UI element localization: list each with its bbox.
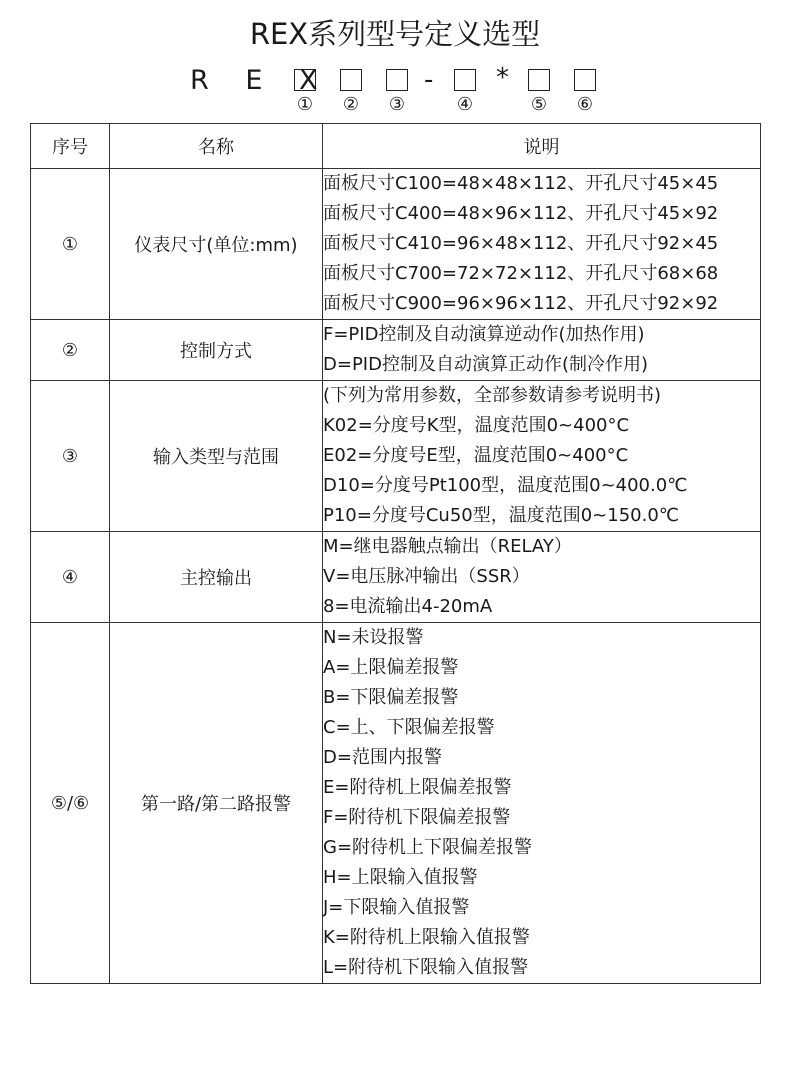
page-title: REX系列型号定义选型 [249,17,541,51]
description-line: 面板尺寸C700=72×72×112、开孔尺寸68×68 [323,263,719,284]
description-line: C=上、下限偏差报警 [323,717,495,738]
row-index: ② [31,320,110,381]
description-line: M=继电器触点输出（RELAY） [323,536,572,557]
row-index: ⑤/⑥ [31,623,110,984]
model-code-diagram [0,60,790,120]
description-line: K=附待机上限输入值报警 [323,927,530,948]
row-description [323,623,761,984]
row-index: ① [31,169,110,320]
description-line: L=附待机下限输入值报警 [323,957,529,978]
header-description: 说明 [323,124,761,169]
row-description [323,320,761,381]
table-header-row [31,124,761,169]
slot-label-4: ④ [456,94,474,115]
row-name: 仪表尺寸(单位:mm) [110,169,323,320]
row-description [323,532,761,623]
slot-box-4 [454,69,476,91]
table-row [31,532,761,623]
table-row [31,320,761,381]
slot-label-5: ⑤ [530,94,548,115]
description-line: 面板尺寸C400=48×96×112、开孔尺寸45×92 [323,203,719,224]
description-line: N=未设报警 [323,627,424,648]
slot-box-5 [528,69,550,91]
description-line: D=范围内报警 [323,747,442,768]
description-line: D10=分度号Pt100型，温度范围0~400.0℃ [323,475,688,496]
spec-table [30,123,761,984]
description-line: 面板尺寸C410=96×48×112、开孔尺寸92×45 [323,233,719,254]
slot-label-2: ② [342,94,360,115]
header-name: 名称 [110,124,323,169]
row-index: ③ [31,381,110,532]
description-line: V=电压脉冲输出（SSR） [323,566,530,587]
model-dash: - [424,65,434,95]
row-name: 控制方式 [110,320,323,381]
description-line: P10=分度号Cu50型，温度范围0~150.0℃ [323,505,679,526]
row-description [323,169,761,320]
model-star: * [496,63,509,93]
description-line: E02=分度号E型，温度范围0~400°C [323,445,629,466]
header-index: 序号 [31,124,110,169]
slot-box-1 [294,69,316,91]
description-line: F=PID控制及自动演算逆动作(加热作用) [323,324,645,345]
description-line: 8=电流输出4-20mA [323,596,493,617]
description-line: K02=分度号K型，温度范围0~400°C [323,415,630,436]
description-line: 面板尺寸C900=96×96×112、开孔尺寸92×92 [323,293,719,314]
slot-label-6: ⑥ [576,94,594,115]
description-line: H=上限输入值报警 [323,867,478,888]
description-line: 面板尺寸C100=48×48×112、开孔尺寸45×45 [323,173,719,194]
table-row [31,381,761,532]
slot-box-3 [386,69,408,91]
description-line: E=附待机上限偏差报警 [323,777,512,798]
row-name: 主控输出 [110,532,323,623]
slot-box-6 [574,69,596,91]
description-line: J=下限输入值报警 [323,897,470,918]
row-name: 输入类型与范围 [110,381,323,532]
row-index: ④ [31,532,110,623]
description-line: D=PID控制及自动演算正动作(制冷作用) [323,354,649,375]
table-row [31,169,761,320]
row-name: 第一路/第二路报警 [110,623,323,984]
description-line: G=附待机上下限偏差报警 [323,837,533,858]
description-line: A=上限偏差报警 [323,657,459,678]
description-line: B=下限偏差报警 [323,687,459,708]
slot-box-2 [340,69,362,91]
description-line: F=附待机下限偏差报警 [323,807,511,828]
row-description [323,381,761,532]
slot-label-3: ③ [388,94,406,115]
table-row [31,623,761,984]
slot-label-1: ① [296,94,314,115]
description-line: (下列为常用参数，全部参数请参考说明书) [323,385,662,406]
model-prefix: R E X [190,65,332,96]
